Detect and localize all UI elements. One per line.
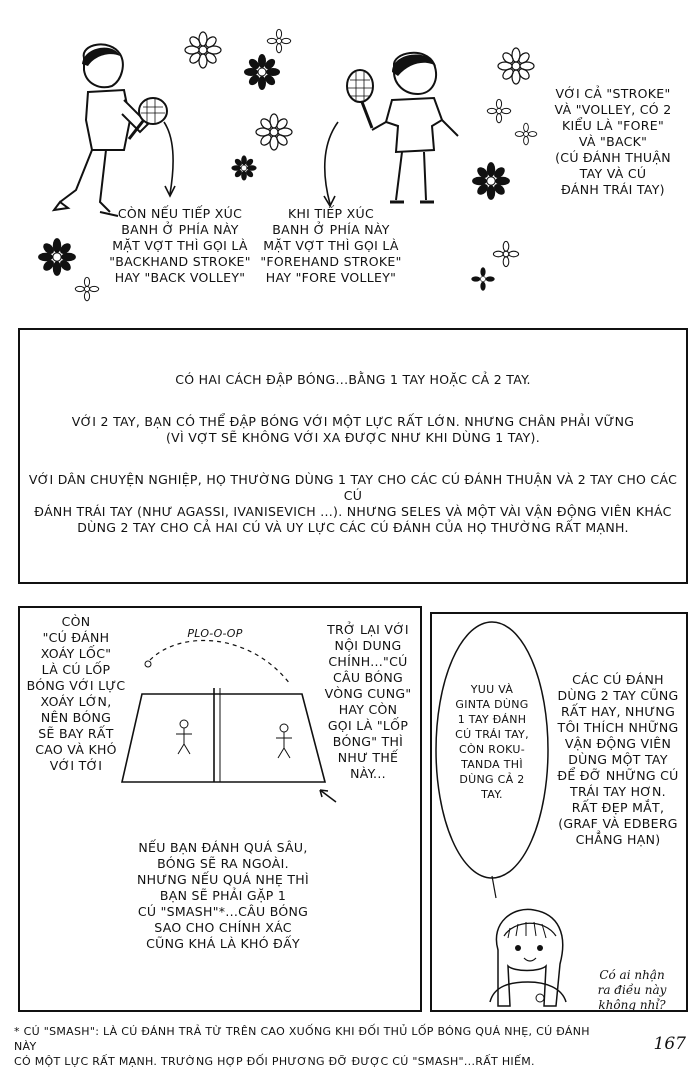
arrow-icon — [316, 786, 340, 806]
racket-right-icon — [338, 68, 384, 138]
flower-icon — [242, 52, 282, 92]
boy-forehand-figure — [370, 50, 480, 220]
top-right-note: VỚI CẢ "STROKE" VÀ "VOLLEY, CÓ 2 KIỂU LÀ "FORE" VÀ "BACK" (CÚ ĐÁNH THUẬN TAY VÀ CÚ ĐÁNH TRÁI TAY) — [554, 86, 672, 197]
swing-arrow-right-icon — [318, 120, 342, 210]
author-note-panel — [430, 612, 688, 1012]
lob-warning-text: NẾU BẠN ĐÁNH QUÁ SÂU, BÓNG SẼ RA NGOÀI. NHƯNG NẾU QUÁ NHẸ THÌ BẠN SẼ PHẢI GẶP 1 CÚ "SMASH"*...CÂU BÓNG SAO CHO CHÍNH XÁC CŨNG KHÁ LÀ KHÓ ĐẤY — [136, 840, 309, 951]
flower-icon — [486, 98, 512, 124]
page-number: 167 — [653, 1034, 686, 1054]
girl-speech-text: Có ai nhận ra điều này không nhỉ? — [597, 968, 667, 1012]
swing-arrow-left-icon — [160, 120, 180, 200]
forehand-caption: KHI TIẾP XÚC BANH Ở PHÍA NÀY MẶT VỢT THÌ GỌI LÀ "FOREHAND STROKE" HAY "FORE VOLLEY" — [260, 206, 402, 285]
topspin-lob-text: CÒN "CÚ ĐÁNH XOÁY LỐC" LÀ CÚ LỐP BÓNG VỚI LỰC XOÁY LỚN, NÊN BÓNG SẼ BAY RẤT CAO VÀ KHÓ VỚI TỚI — [26, 614, 126, 773]
info-line-3: VỚI DÂN CHUYỆN NGHIỆP, HỌ THƯỜNG DÙNG 1 TAY CHO CÁC CÚ ĐÁNH THUẬN VÀ 2 TAY CHO CÁC CÚ ĐÁNH TRÁI TAY (NHƯ AGASSI, IVANISEVICH ...). NHƯNG SELES VÀ MỘT VÀI VẬN ĐỘNG VIÊN KHÁC DÙNG 2 TAY CHO CẢ HAI CÚ VÀ UY LỰC CÁC CÚ ĐÁNH CỦA HỌ THƯỜNG RẤT MẠNH. — [28, 472, 678, 535]
balloon-text: YUU VÀ GINTA DÙNG 1 TAY ĐÁNH CÚ TRÁI TAY, CÒN ROKU- TANDA THÌ DÙNG CẢ 2 TAY. — [455, 683, 529, 801]
flower-icon — [492, 240, 520, 268]
smash-footnote: * CÚ "SMASH": LÀ CÚ ĐÁNH TRẢ TỪ TRÊN CAO XUỐNG KHI ĐỐI THỦ LỐP BÓNG QUÁ NHẸ, CÚ ĐÁNH NÀY CÓ MỘT LỰC RẤT MẠNH. TRƯỜNG HỢP ĐỐI PHƯƠNG ĐỠ ĐƯỢC CÚ "SMASH"...RẤT HIẾM. — [14, 1025, 590, 1068]
girl-avatar — [484, 906, 572, 1012]
flower-icon — [230, 154, 258, 182]
info-line-2: VỚI 2 TAY, BẠN CÓ THỂ ĐẬP BÓNG VỚI MỘT LỰC RẤT LỚN. NHƯNG CHÂN PHẢI VỮNG (VÌ VỢT SẼ KHÔNG VỚI XA ĐƯỢC NHƯ KHI DÙNG 1 TAY). — [71, 414, 635, 445]
flower-icon — [183, 30, 223, 70]
flower-icon — [470, 160, 512, 202]
lob-intro-text: TRỞ LẠI VỚI NỘI DUNG CHÍNH..."CÚ CÂU BÓNG VÒNG CUNG" HAY CÒN GỌI LÀ "LỐP BÓNG" THÌ NHƯ THẾ NÀY... — [324, 622, 412, 781]
flower-icon — [266, 28, 292, 54]
author-preference-text: CÁC CÚ ĐÁNH DÙNG 2 TAY CŨNG RẤT HAY, NHƯNG TÔI THÍCH NHỮNG VẬN ĐỘNG VIÊN DÙNG MỘT TAY ĐỂ ĐỠ NHỮNG CÚ TRÁI TAY HƠN. RẤT ĐẸP MẮT, (GRAF VÀ EDBERG CHẲNG HẠN) — [557, 672, 679, 847]
tennis-court-diagram — [120, 638, 330, 798]
flower-icon — [470, 266, 496, 292]
two-hand-info-panel — [18, 328, 688, 584]
backhand-caption: CÒN NẾU TIẾP XÚC BANH Ở PHÍA NÀY MẶT VỢT THÌ GỌI LÀ "BACKHAND STROKE" HAY "BACK VOLLEY" — [109, 206, 251, 285]
flower-icon — [74, 276, 100, 302]
flower-icon — [514, 122, 538, 146]
info-line-1: CÓ HAI CÁCH ĐẬP BÓNG...BẰNG 1 TAY HOẶC CẢ 2 TAY. — [175, 372, 531, 387]
flower-icon — [36, 236, 78, 278]
flower-icon — [496, 46, 536, 86]
flower-icon — [254, 112, 294, 152]
plop-sfx: PLO-O-OP — [187, 627, 243, 640]
lob-shot-panel — [18, 606, 422, 1012]
